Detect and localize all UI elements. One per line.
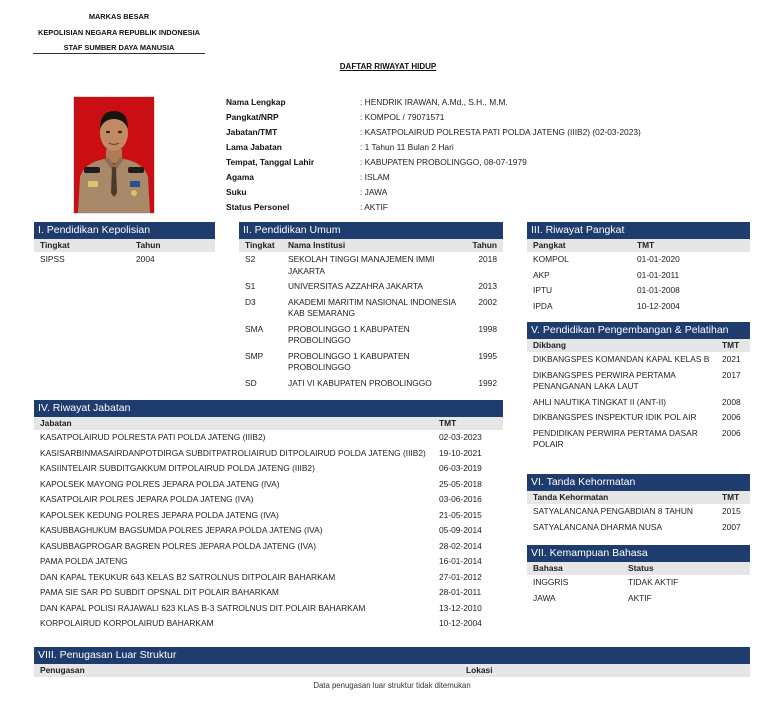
cell-pangkat: IPDA: [533, 300, 553, 311]
table-row: [34, 492, 503, 508]
cell-tmt: 16-01-2014: [439, 556, 482, 566]
cell-tmt: 01-01-2020: [637, 254, 680, 264]
cell-tmt: 02-03-2023: [439, 432, 482, 442]
cell-tanda-kehormatan: SATYALANCANA PENGABDIAN 8 TAHUN: [533, 506, 693, 516]
cell-jabatan: PAMA POLDA JATENG: [40, 556, 128, 566]
cell-tmt: 27-01-2012: [439, 571, 482, 582]
profile-value: : ISLAM: [360, 172, 390, 182]
table-row: [34, 570, 503, 586]
cell-nama-institusi: UNIVERSITAS AZZAHRA JAKARTA: [288, 281, 423, 291]
col-dikbang: Dikbang: [533, 340, 567, 350]
cell-tingkat: SMA: [245, 323, 264, 334]
profile-value: : KASATPOLAIRUD POLRESTA PATI POLDA JATENG (IIIB2) (02-03-2023): [360, 127, 641, 137]
cell-pangkat: KOMPOL: [533, 254, 569, 264]
letterhead-line-3: STAF SUMBER DAYA MANUSIA: [63, 43, 175, 52]
section-pendidikan-pengembangan: [527, 322, 750, 453]
document-title: DAFTAR RIWAYAT HIDUP: [339, 62, 437, 71]
table-body: [527, 352, 750, 453]
letterhead-divider: [33, 53, 205, 54]
profile-label: Status Personel: [226, 202, 290, 212]
letterhead-line-1: MARKAS BESAR: [88, 12, 150, 21]
section-penugasan-luar-struktur: [34, 647, 750, 690]
cell-dikbang: AHLI NAUTIKA TINGKAT II (ANT-II): [533, 396, 667, 407]
cell-tahun: 2002: [478, 296, 497, 307]
cell-jabatan: KASIINTELAIR SUBDITGAKKUM DITPOLAIRUD POLDA JATENG (IIIB2): [40, 463, 315, 473]
table-body: [34, 430, 503, 632]
cell-tmt: 10-12-2004: [439, 618, 482, 628]
cell-tmt: 2017: [722, 369, 741, 380]
table-row: [34, 616, 503, 632]
section-riwayat-pangkat: [527, 222, 750, 314]
table-row: [34, 554, 503, 570]
cell-tmt: 28-01-2011: [439, 587, 482, 597]
cell-tmt: 13-12-2010: [439, 602, 482, 613]
cell-tmt: 25-05-2018: [439, 478, 482, 489]
profile-row: [226, 186, 746, 201]
col-tingkat: Tingkat: [245, 240, 275, 250]
profile-label: Nama Lengkap: [226, 97, 286, 107]
cell-nama-institusi: PROBOLINGGO 1 KABUPATEN PROBOLINGGO: [288, 350, 410, 372]
cell-tingkat: SMP: [245, 350, 264, 361]
cell-tmt: 28-02-2014: [439, 540, 482, 551]
col-status: Status: [628, 563, 654, 573]
section-title: I. Pendidikan Kepolisian: [34, 222, 215, 239]
profile-value: : KOMPOL / 79071571: [360, 112, 445, 122]
cell-bahasa: JAWA: [533, 592, 556, 603]
cell-tmt: 05-09-2014: [439, 525, 482, 535]
table-row: [527, 426, 750, 453]
table-row: [239, 322, 503, 349]
table-row: [527, 575, 750, 591]
cell-tmt: 2007: [722, 521, 741, 532]
profile-row: [226, 156, 746, 171]
empty-state-message: Data penugasan luar struktur tidak ditemukan: [313, 681, 471, 690]
cell-tmt: 01-01-2008: [637, 285, 680, 295]
table-row: [527, 352, 750, 368]
cell-tmt: 21-05-2015: [439, 509, 482, 520]
col-tmt: TMT: [439, 418, 457, 428]
cell-dikbang: DIKBANGSPES INSPEKTUR IDIK POL AIR: [533, 412, 697, 422]
cell-tingkat: D3: [245, 296, 256, 307]
profile-row: [226, 201, 746, 216]
table-row: [527, 410, 750, 426]
profile-label: Agama: [226, 172, 254, 182]
section-kemampuan-bahasa: [527, 545, 750, 606]
cell-tmt: 2006: [722, 427, 741, 438]
table-row: [34, 585, 503, 601]
profile-value: : AKTIF: [360, 202, 388, 212]
table-row: [239, 349, 503, 376]
cell-tingkat: SD: [245, 377, 257, 388]
profile-value: : 1 Tahun 11 Bulan 2 Hari: [360, 142, 454, 152]
table-row: [34, 523, 503, 539]
cell-tmt: 01-01-2011: [637, 269, 680, 280]
cell-tahun: 2013: [478, 281, 497, 291]
col-tahun: Tahun: [136, 240, 161, 250]
cell-tahun: 1995: [478, 350, 497, 361]
cell-tmt: 10-12-2004: [637, 300, 680, 311]
section-title: VI. Tanda Kehormatan: [527, 474, 750, 491]
cell-dikbang: DIKBANGSPES KOMANDAN KAPAL KELAS B: [533, 354, 710, 364]
cell-jabatan: KASUBBAGHUKUM BAGSUMDA POLRES JEPARA POLDA JATENG (IVA): [40, 525, 323, 535]
cell-jabatan: DAN KAPAL TEKUKUR 643 KELAS B2 SATROLNUS DITPOLAIR BAHARKAM: [40, 571, 336, 582]
section-tanda-kehormatan: [527, 474, 750, 535]
cell-tmt: 2021: [722, 354, 741, 364]
table-row: [239, 252, 503, 279]
cell-jabatan: KASISARBINMASAIRDANPOTDIRGA SUBDITPATROLIAIRUD DITPOLAIRUD POLDA JATENG (IIIB2): [40, 447, 426, 458]
cell-dikbang: DIKBANGSPES PERWIRA PERTAMA PENANGANAN LAKA LAUT: [533, 369, 676, 391]
column-header-row: [239, 239, 503, 252]
cell-tahun: 2018: [478, 254, 497, 264]
cell-tmt: 2015: [722, 506, 741, 516]
cell-pangkat: AKP: [533, 269, 550, 280]
col-tmt: TMT: [637, 240, 655, 250]
table-row: [527, 283, 750, 299]
table-body: [34, 252, 215, 268]
section-pendidikan-umum: [239, 222, 503, 391]
cell-status: AKTIF: [628, 592, 652, 603]
cell-bahasa: INGGRIS: [533, 577, 569, 587]
table-row: [34, 539, 503, 555]
table-row: [34, 430, 503, 446]
table-row: [527, 252, 750, 268]
table-row: [527, 268, 750, 284]
cell-pangkat: IPTU: [533, 285, 553, 295]
profile-label: Lama Jabatan: [226, 142, 282, 152]
cell-jabatan: KASATPOLAIRUD POLRESTA PATI POLDA JATENG (IIIB2): [40, 432, 266, 442]
cell-nama-institusi: AKADEMI MARITIM NASIONAL INDONESIA KAB SEMARANG: [288, 296, 456, 318]
cell-dikbang: PENDIDIKAN PERWIRA PERTAMA DASAR POLAIR: [533, 427, 698, 449]
cell-tmt: 2008: [722, 396, 741, 407]
cell-jabatan: KAPOLSEK MAYONG POLRES JEPARA POLDA JATENG (IVA): [40, 478, 280, 489]
cell-nama-institusi: JATI VI KABUPATEN PROBOLINGGO: [288, 377, 432, 388]
portrait-illustration: [74, 97, 154, 213]
profile-value: : JAWA: [360, 187, 388, 197]
section-pendidikan-kepolisian: [34, 222, 215, 268]
table-row: [527, 368, 750, 395]
cell-jabatan: KASUBBAGPROGAR BAGREN POLRES JEPARA POLDA JATENG (IVA): [40, 540, 316, 551]
profile-row: [226, 171, 746, 186]
profile-label: Pangkat/NRP: [226, 112, 279, 122]
table-row: [239, 279, 503, 295]
letterhead: [30, 9, 208, 56]
col-tingkat: Tingkat: [40, 240, 70, 250]
cell-tingkat: SIPSS: [40, 254, 65, 264]
section-title: VIII. Penugasan Luar Struktur: [34, 647, 750, 664]
profile-label: Suku: [226, 187, 247, 197]
cell-tmt: 19-10-2021: [439, 447, 482, 458]
cell-tmt: 2006: [722, 412, 741, 422]
table-row: [34, 252, 215, 268]
column-header-row: [34, 417, 503, 430]
table-body: [527, 575, 750, 606]
cell-tahun: 1992: [478, 377, 497, 388]
cell-tingkat: S2: [245, 254, 256, 264]
column-header-row: [527, 491, 750, 504]
section-title: VII. Kemampuan Bahasa: [527, 545, 750, 562]
column-header-row: [527, 562, 750, 575]
cell-jabatan: PAMA SIE SAR PD SUBDIT OPSNAL DIT POLAIR BAHARKAM: [40, 587, 279, 597]
cell-nama-institusi: SEKOLAH TINGGI MANAJEMEN IMMI JAKARTA: [288, 254, 435, 276]
col-penugasan: Penugasan: [40, 665, 85, 675]
profile-value: : KABUPATEN PROBOLINGGO, 08-07-1979: [360, 157, 527, 167]
cell-nama-institusi: PROBOLINGGO 1 KABUPATEN PROBOLINGGO: [288, 323, 410, 345]
profile-row: [226, 141, 746, 156]
section-riwayat-jabatan: [34, 400, 503, 632]
table-row: [34, 477, 503, 493]
col-tmt: TMT: [722, 492, 740, 502]
col-lokasi: Lokasi: [466, 665, 493, 675]
cell-jabatan: KASATPOLAIR POLRES JEPARA POLDA JATENG (IVA): [40, 494, 254, 504]
table-row: [239, 376, 503, 392]
table-body: [239, 252, 503, 391]
table-row: [34, 601, 503, 617]
cell-tmt: 06-03-2019: [439, 463, 482, 473]
col-jabatan: Jabatan: [40, 418, 72, 428]
cell-tanda-kehormatan: SATYALANCANA DHARMA NUSA: [533, 521, 663, 532]
profile-value: : HENDRIK IRAWAN, A.Md., S.H., M.M.: [360, 97, 508, 107]
cell-jabatan: DAN KAPAL POLISI RAJAWALI 623 KLAS B-3 SATROLNUS DIT POLAIR BAHARKAM: [40, 602, 366, 613]
table-row: [527, 395, 750, 411]
table-row: [239, 295, 503, 322]
table-row: [527, 591, 750, 607]
col-bahasa: Bahasa: [533, 563, 563, 573]
section-title: II. Pendidikan Umum: [239, 222, 503, 239]
profile-row: [226, 126, 746, 141]
cell-tmt: 03-06-2016: [439, 494, 482, 504]
cell-tahun: 2004: [136, 254, 155, 264]
cell-jabatan: KORPOLAIRUD KORPOLAIRUD BAHARKAM: [40, 618, 214, 628]
section-title: V. Pendidikan Pengembangan & Pelatihan: [527, 322, 750, 339]
profile-row: [226, 96, 746, 111]
profile-label: Tempat, Tanggal Lahir: [226, 157, 315, 167]
cell-jabatan: KAPOLSEK KEDUNG POLRES JEPARA POLDA JATENG (IVA): [40, 509, 279, 520]
col-tmt: TMT: [722, 340, 740, 350]
column-header-row: [34, 239, 215, 252]
col-nama-institusi: Nama Institusi: [288, 240, 346, 250]
table-row: [34, 446, 503, 462]
column-header-row: [527, 239, 750, 252]
cell-status: TIDAK AKTIF: [628, 577, 679, 587]
table-row: [34, 461, 503, 477]
cell-tahun: 1998: [478, 323, 497, 334]
profile-label: Jabatan/TMT: [226, 127, 278, 137]
profile-row: [226, 111, 746, 126]
table-body: [527, 504, 750, 535]
profile-photo: [73, 96, 155, 214]
section-title: IV. Riwayat Jabatan: [34, 400, 503, 417]
cell-tingkat: S1: [245, 281, 256, 291]
table-row: [527, 520, 750, 536]
table-row: [34, 508, 503, 524]
column-header-row: [527, 339, 750, 352]
table-body: [527, 252, 750, 314]
section-title: III. Riwayat Pangkat: [527, 222, 750, 239]
letterhead-line-2: KEPOLISIAN NEGARA REPUBLIK INDONESIA: [38, 27, 200, 37]
table-row: [527, 504, 750, 520]
profile-info: [226, 96, 746, 216]
column-header-row: [34, 664, 750, 677]
col-pangkat: Pangkat: [533, 240, 566, 250]
col-tanda-kehormatan: Tanda Kehormatan: [533, 492, 609, 502]
col-tahun: Tahun: [472, 240, 497, 250]
table-row: [527, 299, 750, 315]
